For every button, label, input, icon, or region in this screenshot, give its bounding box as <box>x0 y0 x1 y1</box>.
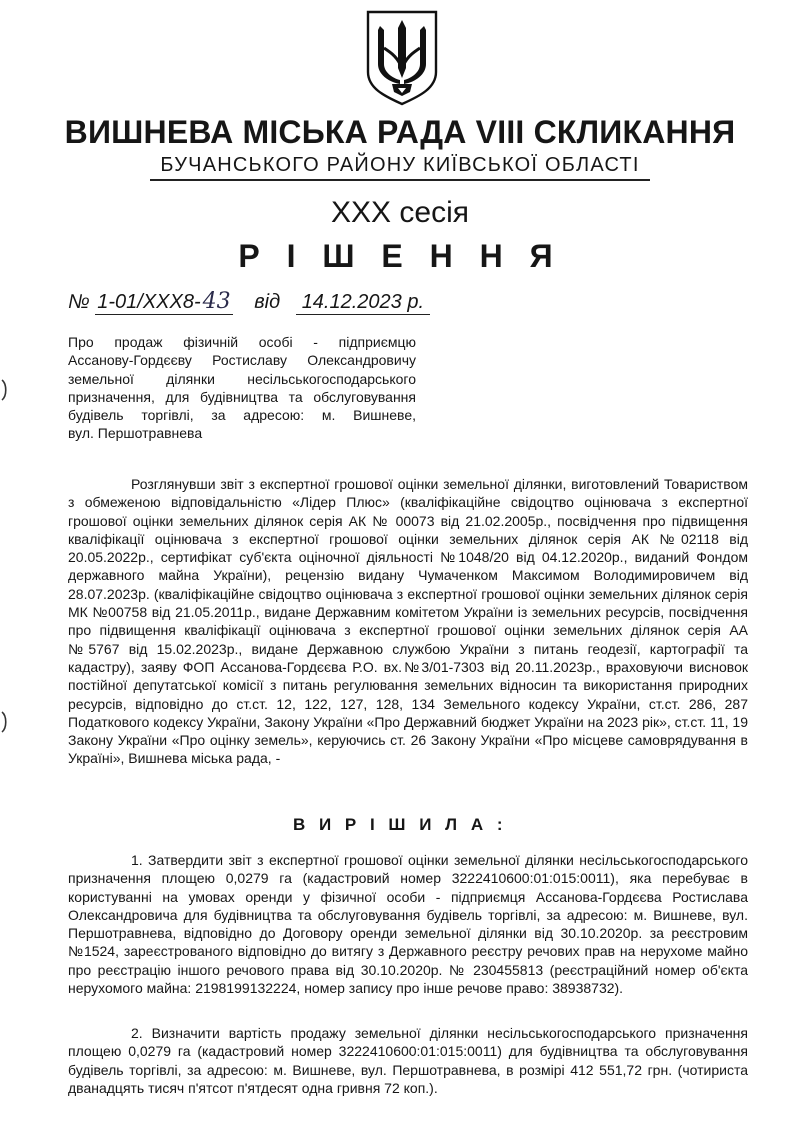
decision-number <box>95 290 232 315</box>
resolution-item-2: 2. Визначити вартість продажу земельної ділянки несільськогосподарського призначення площею 0,0279 га (кадастровий номер 3222410600:01:015:0011) для будівництва та обслуговування будівель торгівлі, за адресою: м. Вишневе, вул. Першотравнева, в розмірі 412 551,72 грн. (чотириста дванадцять тисяч п'ятсот п'ятдесят одна гривня 72 коп.). <box>68 1025 748 1096</box>
session-label: XXX сесія <box>331 196 469 229</box>
decision-subject <box>68 333 416 443</box>
margin-scan-mark <box>0 710 10 734</box>
subject-line: Ассанову-Гордєєву Ростиславу Олександровичу <box>68 352 416 369</box>
decision-date: 14.12.2023 р. <box>296 290 430 315</box>
margin-scan-mark <box>0 378 10 402</box>
document-type-heading: Р І Ш Е Н Н Я <box>238 238 562 274</box>
subject-line: Про продаж фізичній особі - підприємцю <box>68 334 416 350</box>
preamble-paragraph: Розглянувши звіт з експертної грошової оцінки земельної ділянки, виготовлений Товариством з обмеженою відповідальністю «Лідер Плюс» (кваліфікаційне свідоцтво оцінювача з експертної грошової оцінки земельних ділянок серія АК № 00073 від 21.02.2005р., посвідчення про підвищення кваліфікації оцінювача з експертної грошової оцінки земельних ділянок серія АК №02118 від 20.05.2022р., сертифікат суб'єкта оціночної діяльності №1048/20 від 04.12.2020р., виданий Фондом державного майна України), рецензію видану Чумаченком Максимом Володимировичем від 28.07.2023р. (кваліфікаційне свідоцтво оцінювача з експертної грошової оцінки земельних ділянок серія МК №00758 від 21.05.2011р., видане Державним комітетом України із земельних ресурсів, посвідчення про підвищення кваліфікації оцінювача з експертної грошової оцінки земельних ділянок серія АА №5767 від 15.02.2023р., видане Державною службою України з питань геодезії, картографії та кадастру), заяву ФОП Ассанова-Гордєєва Р.О. вх.№3/01-7303 від 20.11.2023р., враховуючи висновок постійної депутатської комісії з питань регулювання земельних відносин та використання природних ресурсів, відповідно до ст.ст. 12, 122, 127, 128, 134 Земельного кодексу України, ст.ст. 286, 287 Податкового кодексу України, Закону України «Про Державний бюджет України на 2023 рік», ст.ст. 11, 19 Закону України «Про оцінку земель», керуючись ст. 26 Закону України «Про місцеве самоврядування в Україні», Вишнева міська рада, - <box>68 476 748 767</box>
resolved-heading: В И Р І Ш И Л А : <box>292 815 507 834</box>
trident-emblem-icon <box>362 8 442 106</box>
handwritten-number: 43 <box>202 289 231 314</box>
subject-line: призначення, для будівництва та обслуговування <box>68 388 416 405</box>
number-label: № <box>68 291 90 313</box>
subject-line: земельної ділянки несільськогосподарського <box>68 370 416 387</box>
council-title: ВИШНЕВА МІСЬКА РАДА VIII СКЛИКАННЯ <box>64 114 736 150</box>
subject-line: будівель торгівлі, за адресою: м. Вишневе, <box>68 407 416 424</box>
council-subtitle: БУЧАНСЬКОГО РАЙОНУ КИЇВСЬКОЇ ОБЛАСТІ <box>150 153 650 181</box>
resolution-item-1: 1. Затвердити звіт з експертної грошової оцінки земельної ділянки несільськогосподарського призначення площею 0,0279 га (кадастровий номер 3222410600:01:015:0011), яка перебуває в користуванні на умовах оренди у фізичної особи - підприємця Ассанова-Гордєєва Ростислава Олександровича для будівництва та обслуговування будівель торгівлі, за адресою: м. Вишневе, вул. Першотравнева, відповідно до Договору оренди земельної ділянки від 30.10.2020р. за реєстровим №1524, зареєстрованого відповідно до витягу з Державного реєстру речових прав на нерухоме майно про реєстрацію іншого речового права від 30.10.2020р. № 230455813 (реєстраційний номер об'єкта нерухомого майна: 2198199132224, номер запису про інше речове право: 38938732). <box>68 852 748 997</box>
decision-number-line <box>68 290 468 315</box>
subject-line: вул. Першотравнева <box>68 425 203 442</box>
decision-number-value: 1-01/XXX8- <box>97 291 201 313</box>
date-label: від <box>254 291 281 313</box>
